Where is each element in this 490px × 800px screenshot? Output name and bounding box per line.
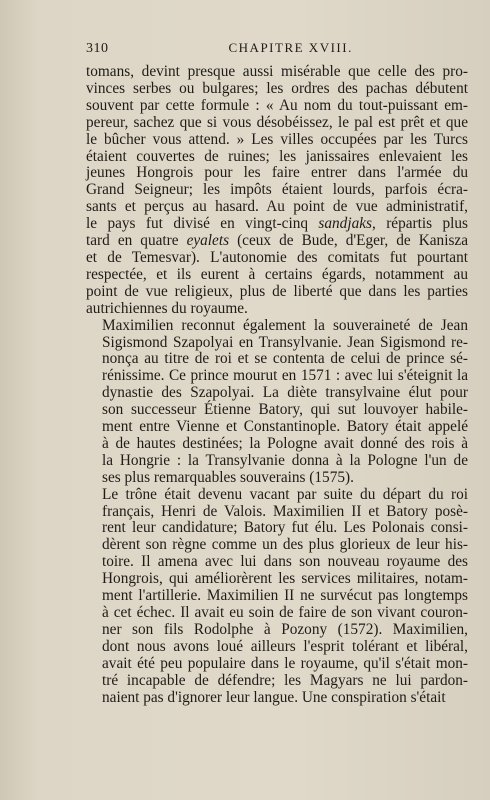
page-number: 310	[86, 41, 109, 56]
italic-term: eyalets	[186, 232, 230, 250]
text-line: avait été peu populaire dans le royaume, qu'il s'était mon-	[102, 654, 468, 672]
text-line: naient pas d'ignorer leur langue. Une conspiration s'était	[102, 688, 446, 706]
text-line: dont nous avons loué ailleurs l'esprit tolérant et libéral,	[102, 637, 468, 655]
text-line: tomans, devint presque aussi misérable que celle des pro-	[86, 63, 468, 80]
text-line: Hongrois, qui améliorèrent les services militaires, notam-	[102, 570, 468, 588]
running-header	[86, 40, 466, 64]
paragraph	[86, 318, 468, 487]
text-line: ner son fils Rodolphe à Pozony (1572). Maximilien,	[102, 620, 468, 638]
paragraph	[86, 487, 468, 707]
text-line: toire. Il amena avec lui dans son nouveau royaume des	[102, 553, 468, 571]
text-line: point de vue religieux, plus de liberté que dans les parties	[86, 282, 468, 300]
text-line: pereur, sachez que si vous désobéissez, le pal est prêt et que	[86, 113, 468, 131]
paragraph	[86, 64, 468, 318]
text-line: nonça au titre de roi et se contenta de celui de prince sé-	[102, 350, 468, 368]
text-line: le pays fut divisé en vingt-cinq sandjaks, répartis plus	[86, 215, 468, 233]
text-line: Le trône était devenu vacant par suite du départ du roi	[102, 485, 468, 503]
text-line: son successeur Étienne Batory, qui sut louvoyer habile-	[102, 401, 468, 419]
text-line: tré incapable de défendre; les Magyars ne lui pardon-	[102, 671, 468, 689]
text-line: tard en quatre eyalets (ceux de Bude, d'Eger, de Kanisza	[86, 232, 468, 250]
text-line: français, Henri de Valois. Maximilien II et Batory posè-	[102, 502, 468, 520]
text-line: dynastie des Szapolyai. La diète transylvaine élut pour	[102, 384, 468, 402]
text-line: ment entre Vienne et Constantinople. Batory était appelé	[102, 418, 468, 436]
text-line: Maximilien reconnut également la souveraineté de Jean	[102, 316, 468, 334]
italic-term: sandjaks	[318, 215, 372, 233]
text-line: vinces serbes ou bulgares; les ordres des pachas débutent	[86, 79, 468, 97]
text-line: Grand Seigneur; les impôts étaient lourds, parfois écra-	[86, 181, 468, 199]
text-line: rénissime. Ce prince mourut en 1571 : avec lui s'éteignit la	[102, 367, 468, 385]
text-line: ses plus remarquables souverains (1575).	[102, 468, 354, 486]
text-line: le bûcher vous attend. » Les villes occupées par les Turcs	[86, 130, 468, 148]
text-line: Sigismond Szapolyai en Transylvanie. Jean Sigismond re-	[102, 333, 468, 351]
text-line: ment l'artillerie. Maximilien II ne survécut pas longtemps	[102, 587, 468, 605]
body-text	[86, 64, 468, 706]
text-line: à cet échec. Il avait eu soin de faire de son vivant couron-	[102, 604, 468, 621]
text-line: respectée, et ils eurent à certains égards, notamment au	[86, 265, 468, 283]
text-line: la Hongrie : la Transylvanie donna à la Pologne l'un de	[102, 451, 468, 469]
text-line: étaient couvertes de ruines; les janissaires enlevaient les	[86, 147, 468, 165]
text-line: autrichiennes du royaume.	[86, 299, 248, 317]
text-line: souvent par cette formule : « Au nom du tout-puissant em-	[86, 96, 468, 114]
text-line: sants et perçus au hasard. Au point de vue administratif,	[86, 198, 468, 216]
text-line: dèrent son règne comme un des plus glorieux de leur his-	[102, 536, 468, 554]
text-line: rent leur candidature; Batory fut élu. Les Polonais consi-	[102, 519, 468, 537]
text-line: jeunes Hongrois pour les faire entrer dans l'armée du	[86, 164, 468, 182]
text-line: et de Temesvar). L'autonomie des comitats fut pourtant	[86, 248, 468, 266]
text-line: à de hautes destinées; la Pologne avait donné des rois à	[102, 434, 468, 452]
chapter-title: CHAPITRE XVIII.	[228, 40, 353, 55]
